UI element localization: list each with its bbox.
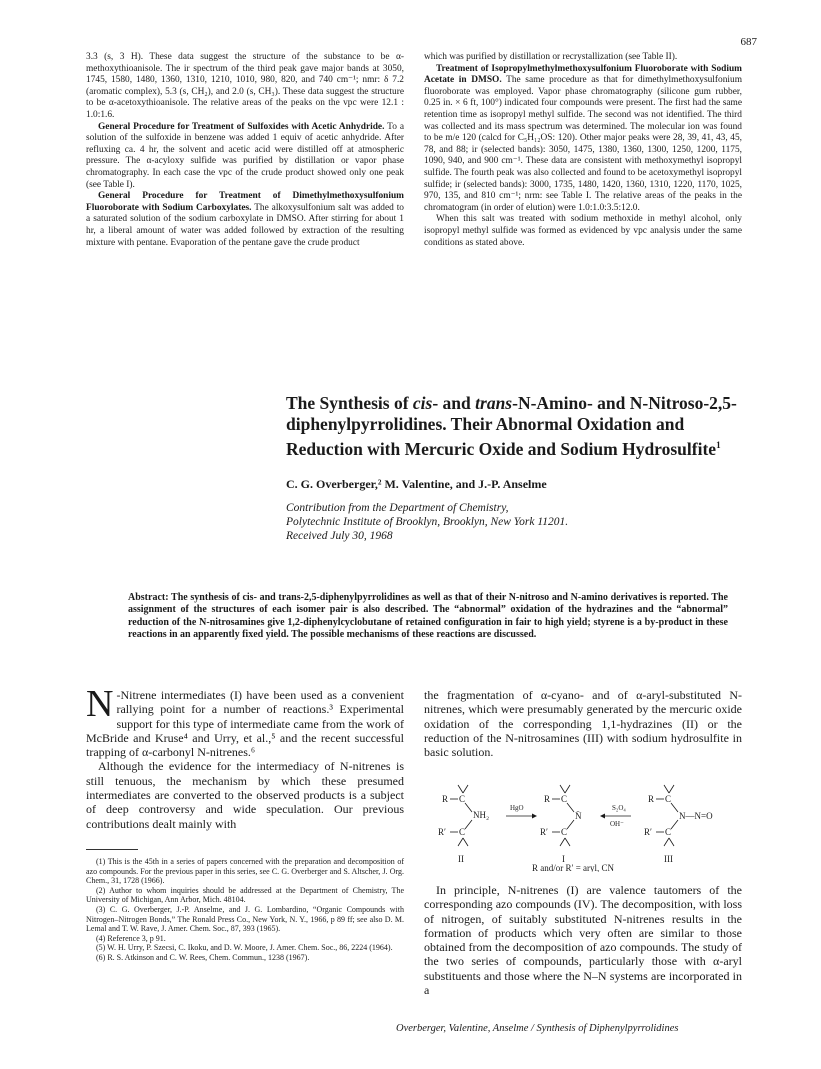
scheme-text: C	[665, 827, 672, 837]
scheme-text: R	[648, 794, 655, 804]
scheme-text: R′	[540, 827, 548, 837]
paragraph-text: -Nitrene intermediates (I) have been used as a convenient rallying point for a number of reactions.³ Experimental support for this type of intermediate came from the work of McBride and Kruse⁴ and Urry, et al.,⁵ and the recent successful trapping of α-carbonyl N-nitrenes.⁶	[86, 688, 404, 760]
body-left-column	[86, 683, 404, 831]
compound-II	[438, 785, 489, 864]
received-date: Received July 30, 1968	[286, 529, 393, 542]
abstract	[128, 592, 728, 641]
section-heading: General Procedure for Treatment of Sulfoxides with Acetic Anhydride.	[98, 121, 385, 132]
compound-I	[540, 785, 582, 864]
top-left-column	[86, 52, 404, 249]
article-header	[286, 393, 756, 543]
scheme-text: C	[561, 794, 568, 804]
reduction-arrow	[600, 804, 631, 828]
page-number: 687	[740, 36, 757, 48]
scheme-text: C	[459, 827, 466, 837]
intro-paragraph: Although the evidence for the intermediacy of N-nitrenes is still tenuous, the mechanism by which these presumed intermediates are converted to the observed products is a subject of deep controversy and wide speculation. Our previous contributions dealt mainly with	[86, 759, 404, 831]
compound-III	[644, 785, 713, 864]
experimental-paragraph: When this salt was treated with sodium methoxide in methyl alcohol, only isopropyl methyl sulfide was formed as evidenced by vpc analysis under the same conditions as stated above.	[424, 214, 742, 248]
scheme-caption: R and/or R′ = aryl, CN	[532, 863, 615, 872]
scheme-text: NH₂	[473, 810, 490, 820]
scheme-text: R	[442, 794, 449, 804]
compound-label: III	[664, 854, 673, 864]
scheme-text: C	[561, 827, 568, 837]
abstract-label: Abstract:	[128, 592, 169, 603]
article-title	[286, 393, 756, 460]
scheme-text: R	[544, 794, 551, 804]
scheme-text: N—N=O	[679, 811, 713, 821]
section-heading: General Procedure for Treatment of Dimethylmethoxysulfonium Fluoroborate with Sodium Carboxylates.	[86, 191, 404, 213]
footnote: (1) This is the 45th in a series of papers concerned with the preparation and decomposition of azo compounds. For the previous paper in this series, see C. G. Overberger and S. Altscher, J. Org. Chem., 31, 1728 (1966).	[86, 857, 404, 886]
title-text: cis	[412, 393, 433, 413]
body-right-continued	[424, 883, 742, 997]
experimental-paragraph: 3.3 (s, 3 H). These data suggest the structure of the substance to be α-methoxythioanisole. The ir spectrum of the third peak gave major bands at 3050, 1745, 1580, 1480, 1360, 1310, 1210, 1010, 980, 820, and 740 cm⁻¹; nmr: δ 7.2 (aromatic complex), 5.3 (s, CH₂), and 2.0 (s, CH₃). These data suggest the structure to be α-acetoxythioanisole. The relative areas of the peaks on the vpc were 12.1 : 1.0:1.6.	[86, 52, 404, 120]
footnote: (6) R. S. Atkinson and C. W. Rees, Chem. Commun., 1238 (1967).	[96, 952, 310, 962]
paragraph-text: The alkoxysulfonium salt was added to a saturated solution of the sodium carboxylate in DMSO. After stirring for about 1 hr, a liberal amount of water was added followed by extraction of the resulting mixture with pentane. Evaporation of the pentane gave the crude product	[86, 202, 404, 248]
scheme-text: R′	[438, 827, 446, 837]
top-right-column	[424, 52, 742, 249]
footnote: (3) C. G. Overberger, J.-P. Anselme, and J. G. Lombardino, “Organic Compounds with Nitrogen–Nitrogen Bonds,” The Ronald Press Co., New York, N. Y., 1966, p 89 ff; see also D. M. Lemal and T. W. Rave, J. Amer. Chem. Soc., 87, 393 (1965).	[86, 904, 404, 934]
section-heading: Treatment of Isopropylmethylmethoxysulfonium Fluoroborate with Sodium Acetate in DMSO.	[424, 63, 742, 86]
scheme-text: C	[459, 794, 466, 804]
footnote: (4) Reference 3, p 91.	[96, 933, 166, 943]
intro-paragraph	[86, 683, 404, 760]
scheme-text: R′	[644, 827, 652, 837]
running-footer: Overberger, Valentine, Anselme / Synthesis of Diphenylpyrrolidines	[396, 1023, 679, 1034]
footnote-marker: 1	[716, 440, 721, 450]
reagent-label: HgO	[510, 804, 524, 812]
compound-label: I	[562, 854, 565, 864]
oxidation-arrow	[506, 804, 537, 819]
scheme-text: C	[665, 794, 672, 804]
affiliation	[286, 501, 756, 543]
reagent-label: OH⁻	[610, 820, 624, 828]
experimental-paragraph	[86, 122, 404, 192]
affiliation-line: Polytechnic Institute of Brooklyn, Brooklyn, New York 11201.	[286, 515, 569, 528]
experimental-paragraph: which was purified by distillation or recrystallization (see Table II).	[424, 52, 678, 62]
body-right-column	[424, 688, 742, 759]
reagent-label: S₂O₄	[612, 804, 626, 812]
footnotes	[86, 857, 404, 963]
footnote: (2) Author to whom inquiries should be addressed at the Department of Chemistry, The University of Michigan, Ann Arbor, Mich. 48104.	[86, 885, 404, 905]
footnote-divider	[86, 849, 138, 850]
experimental-paragraph	[86, 191, 404, 249]
paragraph-text: To a solution of the sulfoxide in benzene was added 1 equiv of acetic anhydride. After refluxing ca. 4 hr, the solvent and acetic acid were distilled off at atmospheric pressure. The α-acyloxy sulfide was purified by distillation or vapor phase chromatography. In each case the vpc of the crude product showed only one peak (see Table I).	[86, 121, 404, 190]
drop-cap: N	[86, 683, 114, 725]
paragraph-text: The same procedure as that for dimethylmethoxysulfonium fluoroborate was employed. Vapor phase chromatography (silicone gum rubber, 0.25 in. × 6 ft, 100°) indicated four compounds were present. The first had the same retention time as isopropyl methyl sulfide. The second was not identified. The third was collected and its mass spectrum was determined. The molecular ion was found to be m/e 120 (calcd for C₅H₁₂OS: 120). Other major peaks were 28, 39, 41, 43, 45, 78, and 88; ir (selected bands): 3050, 1475, 1380, 1360, 1300, 1250, 1200, 1175, 1090, 940, and 900 cm⁻¹. These data are consistent with methoxymethyl isopropyl sulfide. The fourth peak was also collected and found to be acetoxymethyl isopropyl sulfide; ir (selected bands): 3000, 1735, 1480, 1420, 1360, 1310, 1220, 1170, 1025, 970, 135, and 810 cm⁻¹; nrm: see Table I. The relative areas of the peaks in the chromatogram (in order of elution) were 1.0:1.0:3.5:12.0.	[424, 75, 742, 213]
title-text: trans	[475, 393, 513, 413]
footnote: (5) W. H. Urry, P. Szecsi, C. Ikoku, and D. W. Moore, J. Amer. Chem. Soc., 86, 2224 (1964).	[96, 943, 393, 953]
title-text: The Synthesis of	[286, 393, 413, 413]
experimental-paragraph	[424, 64, 742, 215]
abstract-text: The synthesis of cis- and trans-2,5-diphenylpyrrolidines as well as that of their N-nitroso and N-amino derivatives is reported. The assignment of the structures of each isomer pair is also described. The “abnormal” oxidation of the hydrazines and the “abnormal” reduction of the N-nitrosamines give 1,2-diphenylcyclobutane of retained configuration in fair to high yield; styrene is a by-product in these reactions in an apparently fixed yield. The possible mechanisms of these reactions are discussed.	[128, 592, 728, 640]
affiliation-line: Contribution from the Department of Chemistry,	[286, 501, 509, 514]
compound-label: II	[458, 854, 464, 864]
title-text: - and	[432, 393, 476, 413]
body-paragraph: the fragmentation of α-cyano- and of α-aryl-substituted N-nitrenes, which were presumably generated by the mercuric oxide oxidation of the corresponding 1,1-hydrazines (II) or the reduction of the N-nitrosamines (III) with sodium hydrosulfite in basic solution.	[424, 688, 742, 760]
title-text: -N-Amino- and N-Nitroso-2,5-diphenylpyrrolidines. Their Abnormal Oxidation and Reduction with Mercuric Oxide and Sodium Hydrosulfite	[286, 393, 737, 459]
body-paragraph: In principle, N-nitrenes (I) are valence tautomers of the corresponding azo compounds (IV). The decomposition, with loss of nitrogen, of suitably substituted N-nitrenes results in the formation of products which very often are similar to those obtained from the decomposition of azo compounds. The study of the two series of compounds, particularly those with α-aryl substituents and those where the N–N systems are incorporated in a	[424, 883, 742, 998]
scheme-text: N̈	[575, 811, 582, 821]
authors: C. G. Overberger,² M. Valentine, and J.-P. Anselme	[286, 476, 547, 491]
reaction-scheme	[436, 772, 736, 872]
